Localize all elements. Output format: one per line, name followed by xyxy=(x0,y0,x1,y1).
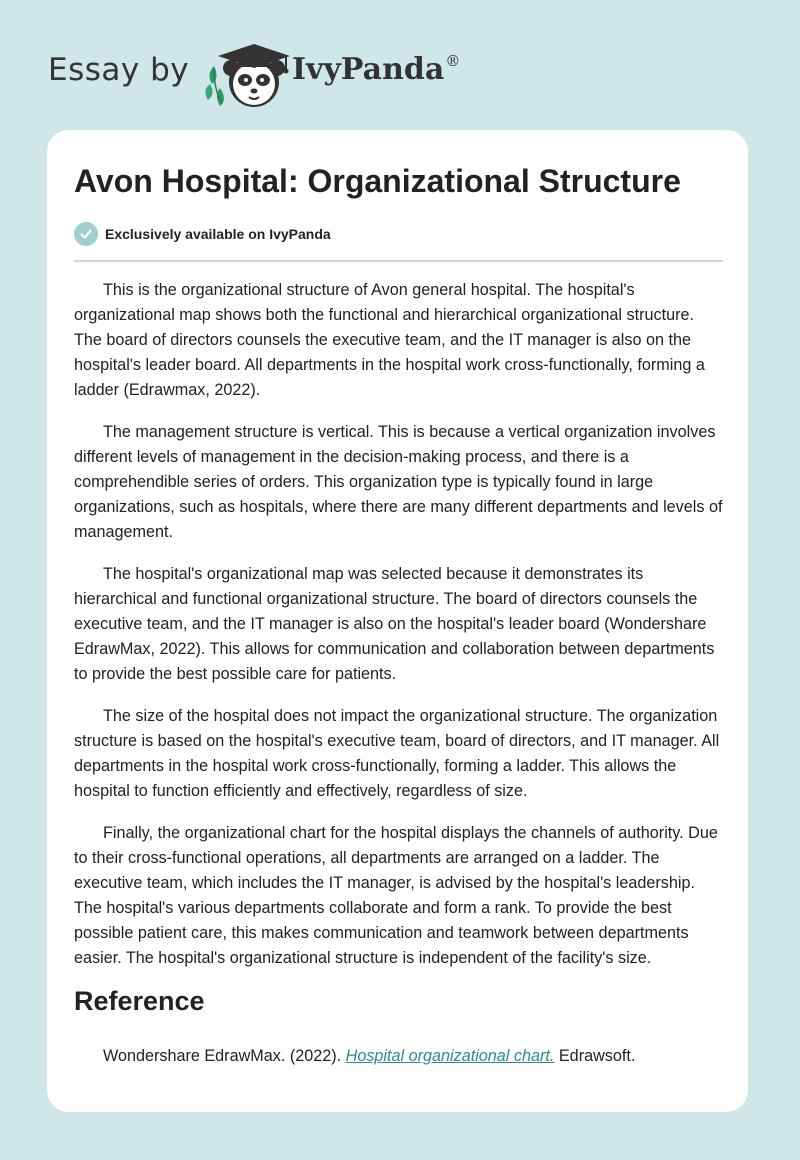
exclusive-badge xyxy=(74,222,331,246)
essay-card xyxy=(47,130,748,1112)
paragraph: The management structure is vertical. This is because a vertical organization involves different levels of management in the decision-making process, and there is a comprehendible series of orders. This organization type is typically found in large organizations, such as hospitals, where there are many different departments and levels of management. xyxy=(74,423,723,541)
trademark-symbol: ® xyxy=(445,52,461,70)
badge-label: Exclusively available on IvyPanda xyxy=(105,226,331,242)
page-title: Avon Hospital: Organizational Structure xyxy=(74,163,681,199)
reference-publisher: Edrawsoft. xyxy=(554,1047,636,1065)
paragraph: This is the organizational structure of Avon general hospital. The hospital's organizational map shows both the functional and hierarchical organizational structure. The board of directors counsels the executive team, and the IT manager is also on the hospital's leader board. All departments in the hospital work cross-functionally, forming a ladder (Edrawmax, 2022). xyxy=(74,281,705,399)
essay-body xyxy=(74,278,726,988)
paragraph: The size of the hospital does not impact the organizational structure. The organization structure is based on the hospital's executive team, board of directors, and IT manager. All departments in the hospital work cross-functionally, forming a ladder. This allows the hospital to function efficiently and effectively, regardless of size. xyxy=(74,707,720,800)
check-icon xyxy=(74,222,98,246)
paragraph: Finally, the organizational chart for the hospital displays the channels of authority. Due to their cross-functional operations, all departments are arranged on a ladder. The executive team, which includes the IT manager, is advised by the hospital's leadership. The hospital's various departments collaborate and form a rank. To provide the best possible patient care, this makes communication and teamwork between departments easier. The hospital's organizational structure is independent of the facility's size. xyxy=(74,824,718,967)
brand-prefix: Essay by xyxy=(48,52,190,88)
paragraph: The hospital's organizational map was selected because it demonstrates its hierarchical and functional organizational structure. The board of directors counsels the executive team, and the IT manager is also on the hospital's leader board (Wondershare EdrawMax, 2022). This allows for communication and collaboration between departments to provide the best possible care for patients. xyxy=(74,565,715,683)
divider xyxy=(74,260,723,262)
reference-author: Wondershare EdrawMax. (2022). xyxy=(103,1047,346,1065)
site-header xyxy=(48,38,508,110)
reference-link[interactable]: Hospital organizational chart. xyxy=(345,1047,555,1065)
reference-heading: Reference xyxy=(74,986,205,1016)
panda-logo-icon[interactable] xyxy=(200,38,296,110)
brand-name[interactable]: IvyPanda® xyxy=(292,52,461,87)
reference-entry xyxy=(103,1044,635,1069)
